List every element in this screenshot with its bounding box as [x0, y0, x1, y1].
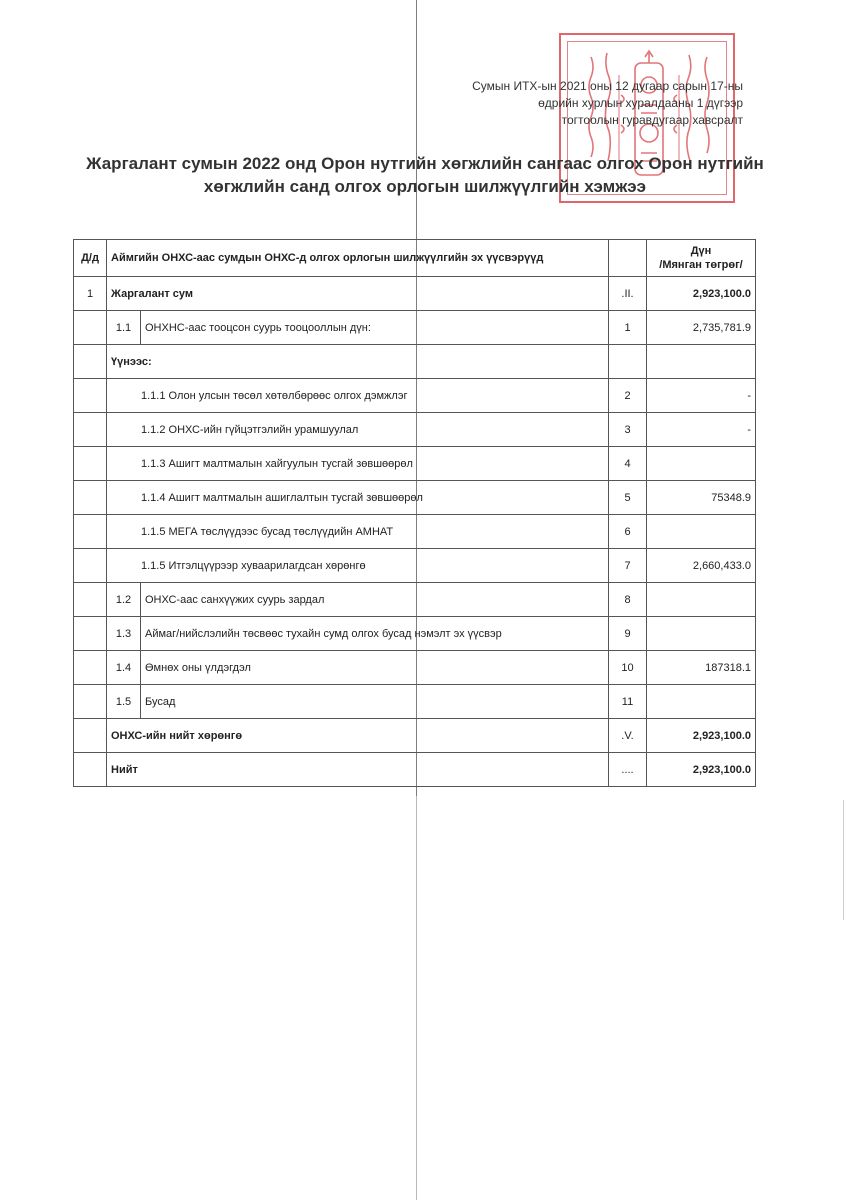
row-amount: - [647, 413, 756, 447]
table-row-grand-total [74, 753, 756, 787]
row-label: ОНХС-ийн нийт хөрөнгө [107, 719, 609, 753]
row-amount: - [647, 379, 756, 413]
header-source: Аймгийн ОНХС-аас сумдын ОНХС-д олгох орлогын шилжүүлгийн эх үүсвэрүүд [107, 240, 609, 277]
row-label: 1.1.3 Ашигт малтмалын хайгуулын тусгай зөвшөөрөл [107, 447, 609, 481]
row-amount: 187318.1 [647, 651, 756, 685]
table-row [74, 277, 756, 311]
row-label: ОНХНС-аас тооцсон суурь тооцооллын дүн: [141, 311, 609, 345]
table-row [74, 481, 756, 515]
row-code: .... [609, 753, 647, 787]
row-code [609, 345, 647, 379]
document-title-line: хөгжлийн санд олгох орлогын шилжүүлгийн хэмжээ [203, 177, 647, 196]
row-code: 8 [609, 583, 647, 617]
row-code: 10 [609, 651, 647, 685]
paper-fold-line-lower [416, 796, 417, 1200]
table-row [74, 447, 756, 481]
annex-note-line: тогтоолын гуравдугаар хавсралт [561, 113, 743, 127]
document-title [60, 152, 790, 198]
row-code: 7 [609, 549, 647, 583]
row-amount: 2,660,433.0 [647, 549, 756, 583]
row-amount: 2,923,100.0 [647, 277, 756, 311]
row-amount [647, 515, 756, 549]
row-code: 11 [609, 685, 647, 719]
row-amount: 2,923,100.0 [647, 719, 756, 753]
row-number [74, 345, 107, 379]
scan-edge-mark [843, 800, 844, 920]
row-label: 1.1.4 Ашигт малтмалын ашиглалтын тусгай зөвшөөрөл [107, 481, 609, 515]
row-number [74, 447, 107, 481]
row-number [74, 651, 107, 685]
row-number [74, 685, 107, 719]
table-row [74, 515, 756, 549]
row-amount [647, 345, 756, 379]
row-number [74, 413, 107, 447]
row-number [74, 481, 107, 515]
row-label: 1.1.5 Итгэлцүүрээр хуваарилагдсан хөрөнгө [107, 549, 609, 583]
table-row [74, 617, 756, 651]
row-label: 1.1.5 МЕГА төслүүдээс бусад төслүүдийн АМНАТ [107, 515, 609, 549]
row-code: 5 [609, 481, 647, 515]
row-code: .V. [609, 719, 647, 753]
row-amount [647, 447, 756, 481]
row-number [74, 719, 107, 753]
document-title-line: Жаргалант сумын 2022 онд Орон нутгийн хөгжлийн сангаас олгох Орон нутгийн [86, 154, 764, 173]
row-amount: 2,735,781.9 [647, 311, 756, 345]
row-label: ОНХС-аас санхүүжих суурь зардал [141, 583, 609, 617]
row-number [74, 549, 107, 583]
table-row [74, 311, 756, 345]
row-code: 1 [609, 311, 647, 345]
header-code [609, 240, 647, 277]
row-code: .II. [609, 277, 647, 311]
row-code: 4 [609, 447, 647, 481]
row-sub-number: 1.3 [107, 617, 141, 651]
row-number [74, 311, 107, 345]
row-label: 1.1.1 Олон улсын төсөл хөтөлбөрөөс олгох дэмжлэг [107, 379, 609, 413]
table-row [74, 685, 756, 719]
row-amount: 75348.9 [647, 481, 756, 515]
table-row [74, 651, 756, 685]
row-number [74, 515, 107, 549]
row-label: Жаргалант сум [107, 277, 609, 311]
table-row [74, 583, 756, 617]
row-label: 1.1.2 ОНХС-ийн гүйцэтгэлийн урамшуулал [107, 413, 609, 447]
row-amount [647, 685, 756, 719]
table-row [74, 549, 756, 583]
row-number [74, 753, 107, 787]
annex-note [443, 78, 743, 129]
row-sub-number: 1.4 [107, 651, 141, 685]
table-row-total-fund [74, 719, 756, 753]
row-amount [647, 617, 756, 651]
row-number [74, 617, 107, 651]
row-number: 1 [74, 277, 107, 311]
row-code: 9 [609, 617, 647, 651]
header-amount-unit: /Мянган төгрөг/ [659, 259, 743, 271]
row-number [74, 583, 107, 617]
table-header-row [74, 240, 756, 277]
income-transfer-table [73, 239, 756, 787]
row-sub-number: 1.2 [107, 583, 141, 617]
header-amount [647, 240, 756, 277]
annex-note-line: Сумын ИТХ-ын 2021 оны 12 дугаар сарын 17-ны [472, 79, 743, 93]
row-number [74, 379, 107, 413]
table-row [74, 379, 756, 413]
row-label: Өмнөх оны үлдэгдэл [141, 651, 609, 685]
row-sub-number: 1.1 [107, 311, 141, 345]
row-code: 3 [609, 413, 647, 447]
row-label: Аймаг/нийслэлийн төсвөөс тухайн сумд олгох бусад нэмэлт эх үүсвэр [141, 617, 609, 651]
row-code: 6 [609, 515, 647, 549]
row-sub-number: 1.5 [107, 685, 141, 719]
row-amount: 2,923,100.0 [647, 753, 756, 787]
row-code: 2 [609, 379, 647, 413]
annex-note-line: өдрийн хурлын хуралдааны 1 дүгээр [538, 96, 743, 110]
row-label: Бусад [141, 685, 609, 719]
row-amount [647, 583, 756, 617]
row-label: Нийт [107, 753, 609, 787]
table-row [74, 345, 756, 379]
header-number: Д/д [74, 240, 107, 277]
row-label: Үүнээс: [107, 345, 609, 379]
header-amount-title: Дүн [690, 245, 712, 257]
table-row [74, 413, 756, 447]
